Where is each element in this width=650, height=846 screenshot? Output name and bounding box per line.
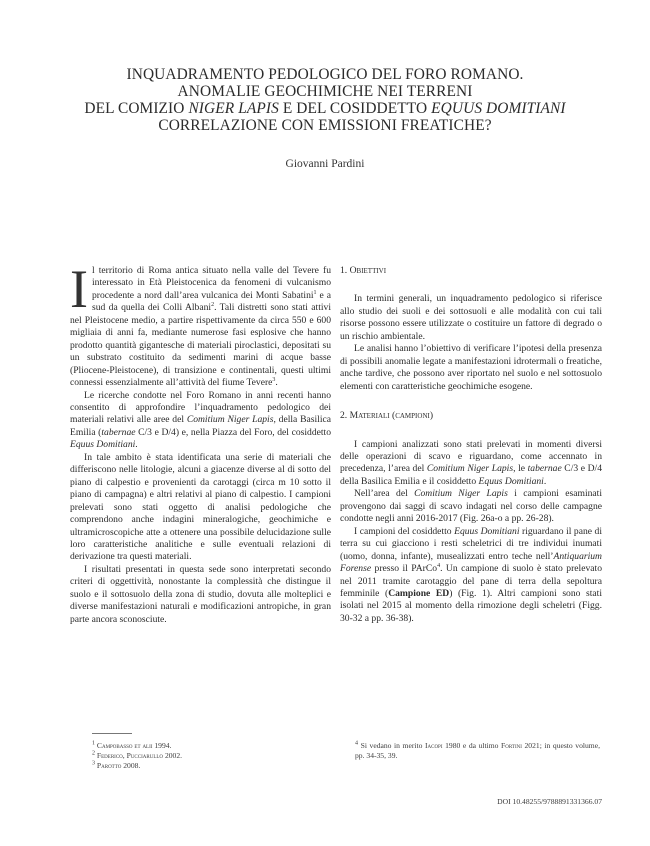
paragraph-intro: Il territorio di Roma antica situato nella valle del Tevere fu interessato in Età Pleistocenica da fenomeni di vulcanismo procedente a nord dall’area vulcanica dei Monti Sabatini$^1$ e a sud da quella dei Colli Albani$^2$. Tali distretti sono stati attivi nel Pleistocene medio, a partire rispettivamente da circa 550 e 600 migliaia di anni fa, mediante numerose fasi esplosive che hanno prodotto quantità gigantesche di materiali piroclastici, depositati su un substrato costituito da sedimenti marini di acque basse (Pliocene-Pleistocene), di transizione e continentali, questi ultimi connessi essenzialmente all’attività del fiume Tevere$^3$. bbox=[70, 259, 331, 389]
footnote-2: $^2$ Federico, Pucciarullo 2002. bbox=[92, 750, 183, 760]
footnote-rule-left bbox=[92, 733, 132, 734]
paragraph-results: I risultati presentati in questa sede sono interpretati secondo criteri di oggettività, nonostante la complessità che distingue il suolo e il sottosuolo della zona di studio, dovuta alle molteplici e diverse manifestazioni naturali e modificazioni antropiche, in gran parte ancora sconosciute. bbox=[70, 563, 331, 625]
section-heading-objectives: 1. Obiettivi bbox=[340, 265, 387, 276]
paragraph-samples-1: I campioni analizzati sono stati prelevati in momenti diversi delle operazioni di scavo e riguardano, come accennato in precedenza, l’area del Comitium Niger Lapis, le tabernae C/3 e D/4 della Basilica Emilia e il cosiddetto Equus Domitiani. bbox=[340, 438, 603, 487]
article-title bbox=[60, 66, 590, 134]
left-column bbox=[70, 259, 332, 626]
footnotes-left bbox=[92, 741, 322, 771]
footnote-3: $^3$ Parotto 2008. bbox=[92, 760, 141, 770]
title-line-3: DEL COMIZIO NIGER LAPIS E DEL COSIDDETTO EQUUS DOMITIANI bbox=[84, 100, 566, 117]
footnote-4: $^4$ Si vedano in merito Iacopi 1980 e da ultimo Fortini 2021; in questo volume, pp. 34-35, 39. bbox=[355, 740, 600, 760]
title-line-2: ANOMALIE GEOCHIMICHE NEI TERRENI bbox=[177, 83, 473, 100]
section-heading-materials: 2. Materiali (campioni) bbox=[340, 410, 434, 422]
paragraph-research: Le ricerche condotte nel Foro Romano in anni recenti hanno consentito di approfondire l’inquadramento pedologico dei materiali relativi alle aree del Comitium Niger Lapis, della Basilica Emilia (tabernae C/3 e D/4) e, nella Piazza del Foro, del cosiddetto Equus Domitiani. bbox=[70, 389, 332, 451]
right-column bbox=[340, 265, 602, 625]
paragraph-samples-2: Nell’area del Comitium Niger Lapis i campioni esaminati provengono dai saggi di scavo indagati nel corso delle campagne condotte negli anni 2016-2017 (Fig. 26a-o a pp. 26-28). bbox=[340, 488, 603, 525]
paragraph-objectives-2: Le analisi hanno l’obiettivo di verificare l’ipotesi della presenza di possibili anomalie legate a manifestazioni idrotermali o freatiche, anche tardive, che possono aver riportato nel suolo e nel sottosuolo elementi con caratteristiche geochimiche esogene. bbox=[340, 343, 602, 392]
title-line-1: INQUADRAMENTO PEDOLOGICO DEL FORO ROMANO. bbox=[126, 66, 524, 83]
drop-cap: I bbox=[70, 259, 88, 319]
title-line-4: CORRELAZIONE CON EMISSIONI FREATICHE? bbox=[158, 117, 492, 134]
doi-identifier: DOI 10.48255/9788891331366.07 bbox=[497, 797, 602, 806]
paragraph-materials: In tale ambito è stata identificata una serie di materiali che differiscono nelle litologie, alcuni a giacenze diverse al di sotto del piano di calpestio e provenienti da carotaggi (circa m 10 sotto il piano di campagna) e altri relativi al piano di calpestio. I campioni prelevati sono stati oggetto di analisi pedologiche che comprendono anche indagini mineralogiche, geochimiche e ultramicroscopiche atte a ottenere una possibile delucidazione sulle loro caratteristiche analitiche e sulle eventuali relazioni di derivazione tra questi materiali. bbox=[70, 451, 331, 563]
footnote-1: $^1$ Campobasso et alii 1994. bbox=[92, 740, 172, 750]
author-name: Giovanni Pardini bbox=[285, 158, 365, 170]
paragraph-samples-3: I campioni del cosiddetto Equus Domitiani riguardano il pane di terra su cui giacciono i resti scheletrici di tre individui inumati (uomo, donna, infante), musealizzati entro teche nell’Antiquarium Forense presso il PArCo$^4$. Un campione di suolo è stato prelevato nel 2011 tramite carotaggio del pane di terra della sepoltura femminile (Campione ED) (Fig. 1). Altri campioni sono stati isolati nel 2015 al momento della rimozione degli scheletri (Figg. 30-32 a pp. 36-38). bbox=[340, 525, 602, 624]
paragraph-objectives-1: In termini generali, un inquadramento pedologico si riferisce allo studio dei suoli e dei sottosuoli e alle modalità con cui tali risorse possono essere utilizzate o costituire un fattore di degrado o un rischio ambientale. bbox=[340, 293, 602, 342]
